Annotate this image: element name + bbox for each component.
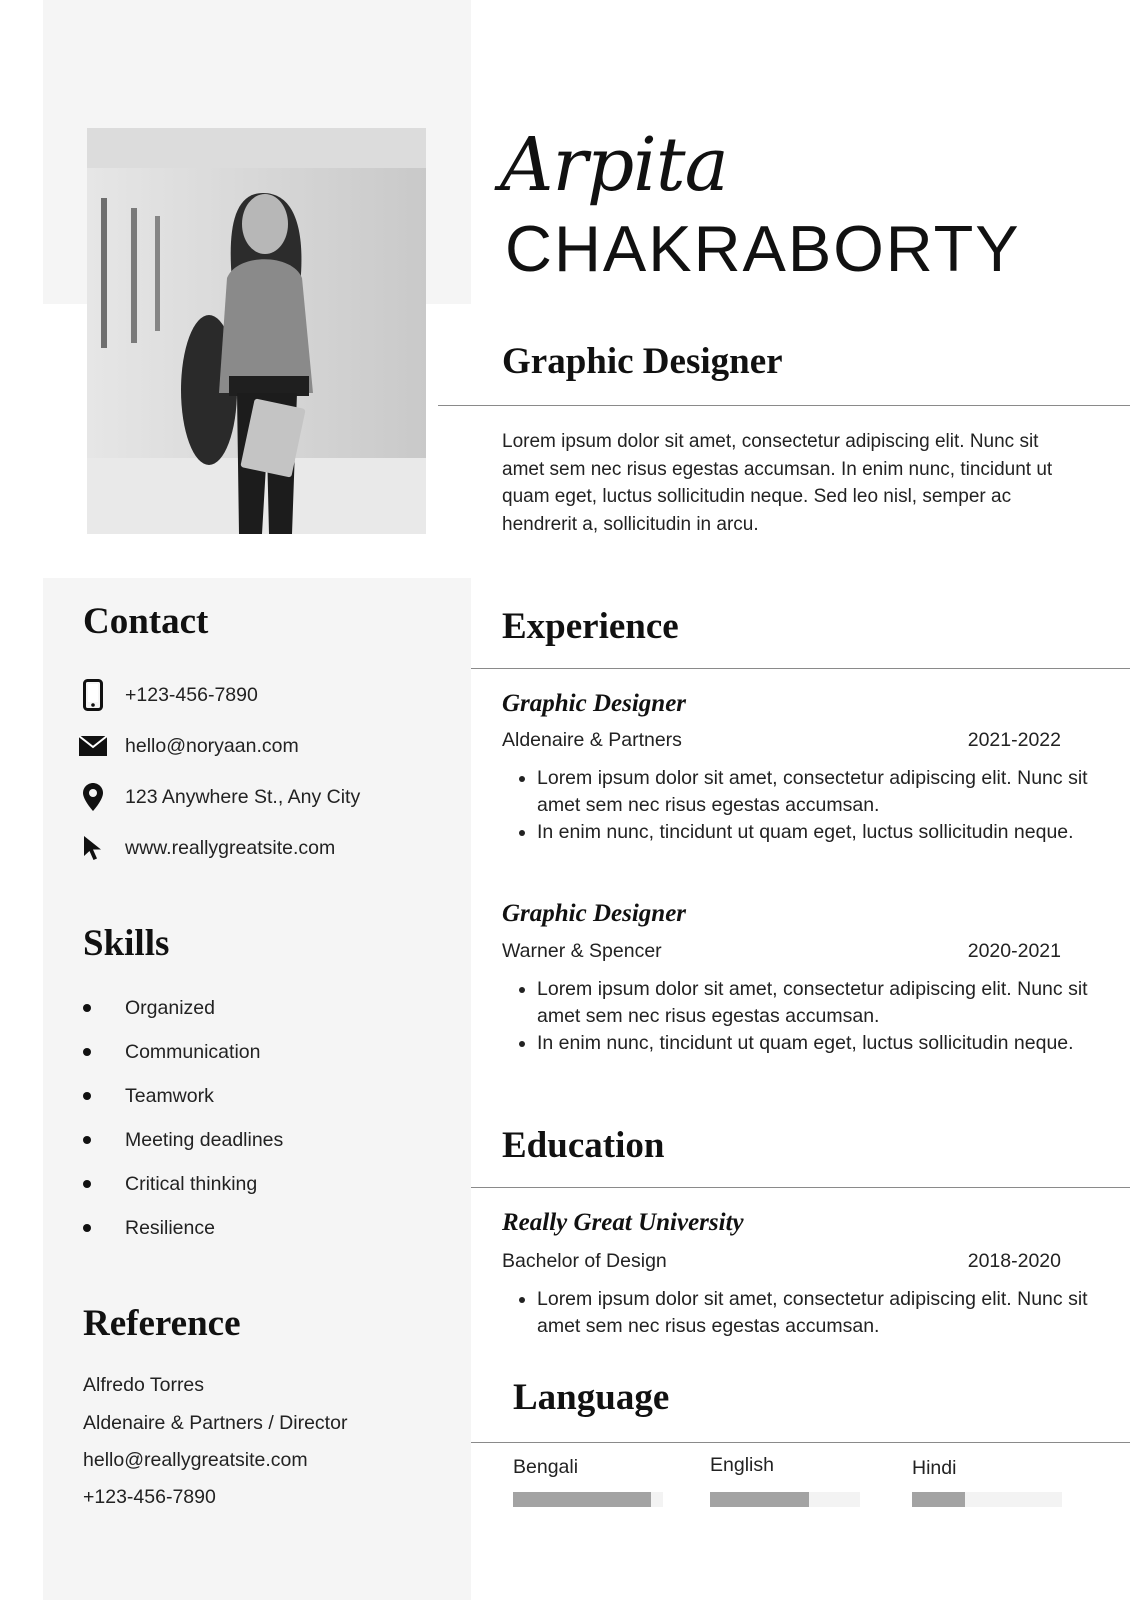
job-bullets xyxy=(510,765,1093,846)
contact-address-text: 123 Anywhere St., Any City xyxy=(125,785,361,808)
divider xyxy=(471,1442,1130,1443)
skill-item xyxy=(83,1082,214,1110)
skill-label: Meeting deadlines xyxy=(125,1128,284,1151)
job-company: Aldenaire & Partners xyxy=(502,729,682,751)
skill-item xyxy=(83,1038,261,1066)
list-item: • Lorem ipsum dolor sit amet, consectetur adipiscing elit. Nunc sit amet sem nec risus egestas accumsan. xyxy=(537,976,1093,1030)
first-name: Arpita xyxy=(500,122,728,208)
language-item xyxy=(710,1454,860,1482)
education-years: 2018-2020 xyxy=(967,1250,1061,1272)
contact-email-text: hello@noryaan.com xyxy=(125,734,299,757)
contact-phone-text: +123-456-7890 xyxy=(125,683,258,706)
reference-email: hello@reallygreatsite.com xyxy=(83,1449,308,1471)
job-years: 2021-2022 xyxy=(967,729,1061,751)
skill-label: Resilience xyxy=(125,1216,215,1239)
profile-photo-illustration xyxy=(87,128,426,534)
degree-name: Bachelor of Design xyxy=(502,1250,667,1272)
education-bullets xyxy=(510,1286,1093,1340)
bullet-icon xyxy=(83,1136,91,1144)
skill-item xyxy=(83,1126,284,1154)
bullet-icon xyxy=(83,1048,91,1056)
location-pin-icon xyxy=(77,782,109,812)
language-name: Bengali xyxy=(513,1456,579,1478)
contact-website-text: www.reallygreatsite.com xyxy=(125,836,336,859)
language-name: Hindi xyxy=(912,1457,957,1479)
bullet-icon xyxy=(83,1224,91,1232)
phone-icon xyxy=(77,680,109,710)
bullet-icon xyxy=(83,1004,91,1012)
cursor-arrow-icon xyxy=(77,833,109,863)
contact-address xyxy=(77,782,361,812)
profile-photo xyxy=(87,128,426,534)
bullet-icon xyxy=(83,1180,91,1188)
reference-phone: +123-456-7890 xyxy=(83,1486,216,1508)
list-item: • Lorem ipsum dolor sit amet, consectetur adipiscing elit. Nunc sit amet sem nec risus egestas accumsan. xyxy=(537,765,1093,819)
language-level-track xyxy=(912,1492,1062,1507)
school-name: Really Great University xyxy=(502,1209,744,1236)
language-name: English xyxy=(710,1454,774,1476)
skills-heading: Skills xyxy=(83,923,170,964)
mail-icon xyxy=(77,731,109,761)
job-years: 2020-2021 xyxy=(967,940,1061,962)
language-level-bar xyxy=(710,1492,809,1507)
language-level-bar xyxy=(513,1492,651,1507)
contact-email xyxy=(77,731,299,761)
reference-heading: Reference xyxy=(83,1303,241,1344)
skill-label: Communication xyxy=(125,1040,261,1063)
last-name: CHAKRABORTY xyxy=(505,212,1021,285)
contact-website xyxy=(77,833,336,863)
contact-heading: Contact xyxy=(83,601,209,642)
divider xyxy=(471,668,1130,669)
divider xyxy=(438,405,1130,406)
reference-company: Aldenaire & Partners / Director xyxy=(83,1412,348,1434)
language-level-track xyxy=(513,1492,663,1507)
skill-item xyxy=(83,1214,215,1242)
bullet-icon xyxy=(83,1092,91,1100)
contact-phone xyxy=(77,680,258,710)
language-item xyxy=(912,1457,1062,1485)
experience-heading: Experience xyxy=(502,606,679,647)
profile-summary: Lorem ipsum dolor sit amet, consectetur adipiscing elit. Nunc sit amet sem nec risus egestas accumsan. In enim nunc, tincidunt ut quam eget, luctus sollicitudin neque. Sed leo nisl, semper ac hendrerit a, sollicitudin in arcu. xyxy=(502,431,1053,535)
language-level-track xyxy=(710,1492,860,1507)
language-level-bar xyxy=(912,1492,965,1507)
skill-label: Organized xyxy=(125,996,215,1019)
skill-label: Critical thinking xyxy=(125,1172,258,1195)
list-item: • Lorem ipsum dolor sit amet, consectetur adipiscing elit. Nunc sit amet sem nec risus egestas accumsan. xyxy=(537,1286,1093,1340)
list-item: • In enim nunc, tincidunt ut quam eget, luctus sollicitudin neque. xyxy=(537,1030,1093,1057)
language-item xyxy=(513,1456,663,1484)
job-title: Graphic Designer xyxy=(502,900,687,927)
job-company: Warner & Spencer xyxy=(502,940,662,962)
skill-item xyxy=(83,994,215,1022)
list-item: • In enim nunc, tincidunt ut quam eget, luctus sollicitudin neque. xyxy=(537,819,1093,846)
education-heading: Education xyxy=(502,1125,665,1166)
skill-label: Teamwork xyxy=(125,1084,214,1107)
skill-item xyxy=(83,1170,258,1198)
job-title: Graphic Designer xyxy=(502,690,687,717)
language-heading: Language xyxy=(513,1377,670,1418)
divider xyxy=(471,1187,1130,1188)
job-role-title: Graphic Designer xyxy=(502,341,783,382)
reference-name: Alfredo Torres xyxy=(83,1374,205,1396)
job-bullets xyxy=(510,976,1093,1057)
